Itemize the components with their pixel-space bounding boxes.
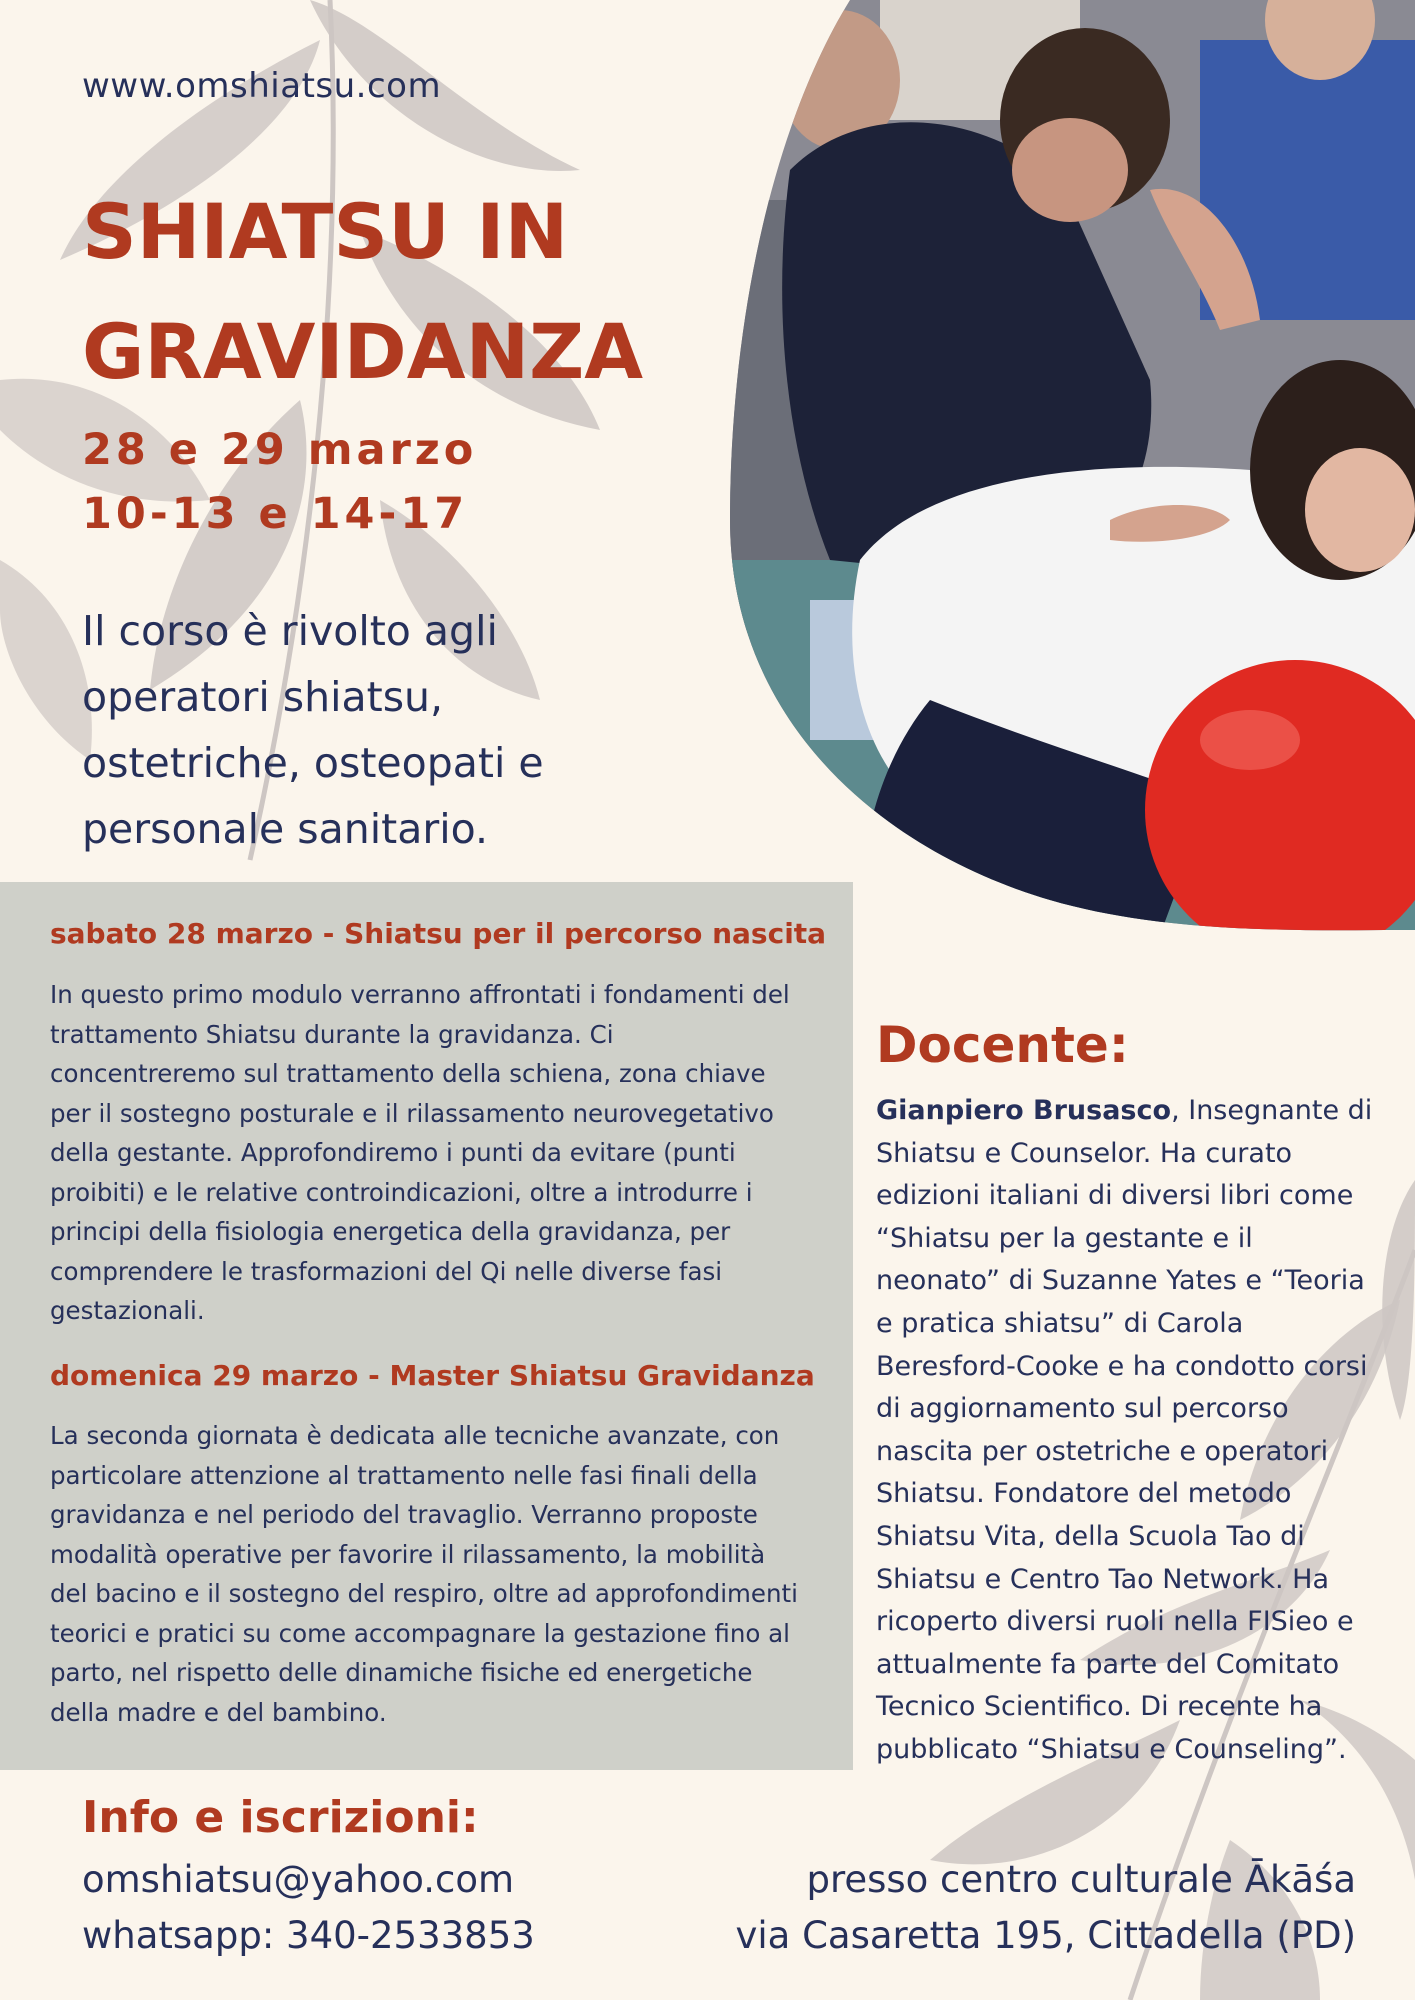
teacher-heading: Docente:	[876, 1016, 1129, 1074]
teacher-name: Gianpiero Brusasco	[876, 1095, 1172, 1126]
module-2-text: La seconda giornata è dedicata alle tecniche avanzate, con particolare attenzione al trattamento nelle fasi finali della gravidanza e nel periodo del travaglio. Verranno proposte modalità operative per favorire il rilassamento, la mobilità del bacino e il sostegno del respiro, oltre ad approfondimenti teorici e pratici su come accompagnare la gestazione fino al parto, nel rispetto delle dinamiche fisiche ed energetiche della madre e del bambino.	[50, 1421, 798, 1727]
course-dates	[82, 418, 477, 546]
course-date-days: 28 e 29 marzo	[82, 425, 478, 475]
teacher-bio-text: , Insegnante di Shiatsu e Counselor. Ha curato edizioni italiani di diversi libri come “Shiatsu per la gestante e il neonato” di Suzanne Yates e “Teoria e pratica shiatsu” di Carola Beresford-Cooke e ha condotto corsi di aggiornamento sul percorso nascita per ostetriche e operatori Shiatsu. Fondatore del metodo Shiatsu Vita, della Scuola Tao di Shiatsu e Centro Tao Network. Ha ricoperto diversi ruoli nella FISieo e attualmente fa parte del Comitato Tecnico Scientifico. Di recente ha pubblicato “Shiatsu e Counseling”.	[876, 1095, 1373, 1765]
contact-whatsapp[interactable]: whatsapp: 340-2533853	[82, 1914, 535, 1957]
contact-email[interactable]: omshiatsu@yahoo.com	[82, 1858, 515, 1901]
teacher-bio	[876, 1090, 1376, 1772]
course-intro: Il corso è rivolto agli operatori shiatsu, ostetriche, osteopati e personale sanitario.	[82, 607, 544, 853]
venue-name: presso centro culturale Ākāśa	[806, 1858, 1356, 1901]
photo-shiatsu-session	[730, 0, 1415, 935]
course-date-hours: 10-13 e 14-17	[82, 489, 469, 539]
contact-block	[82, 1852, 535, 1964]
leaf-shape	[1382, 1180, 1415, 1420]
venue-block	[735, 1852, 1356, 1964]
leaf-shape	[0, 560, 92, 760]
website-url[interactable]: www.omshiatsu.com	[82, 66, 442, 106]
module-1-text: In questo primo modulo verranno affrontati i fondamenti del trattamento Shiatsu durante la gravidanza. Ci concentreremo sul trattamento della schiena, zona chiave per il sostegno posturale e il rilassamento neurovegetativo della gestante. Approfondiremo i punti da evitare (punti proibiti) e le relative controindicazioni, oltre a introdurre i principi della fisiologia energetica della gravidanza, per comprendere le trasformazioni del Qi nelle diverse fasi gestazionali.	[50, 980, 790, 1325]
page-title: SHIATSU IN GRAVIDANZA	[82, 187, 644, 396]
venue-address: via Casaretta 195, Cittadella (PD)	[735, 1914, 1356, 1957]
info-heading: Info e iscrizioni:	[82, 1792, 479, 1843]
module-2-title: domenica 29 marzo - Master Shiatsu Gravidanza	[50, 1359, 815, 1392]
program-panel	[0, 882, 853, 1770]
module-1-title: sabato 28 marzo - Shiatsu per il percorso nascita	[50, 917, 827, 950]
